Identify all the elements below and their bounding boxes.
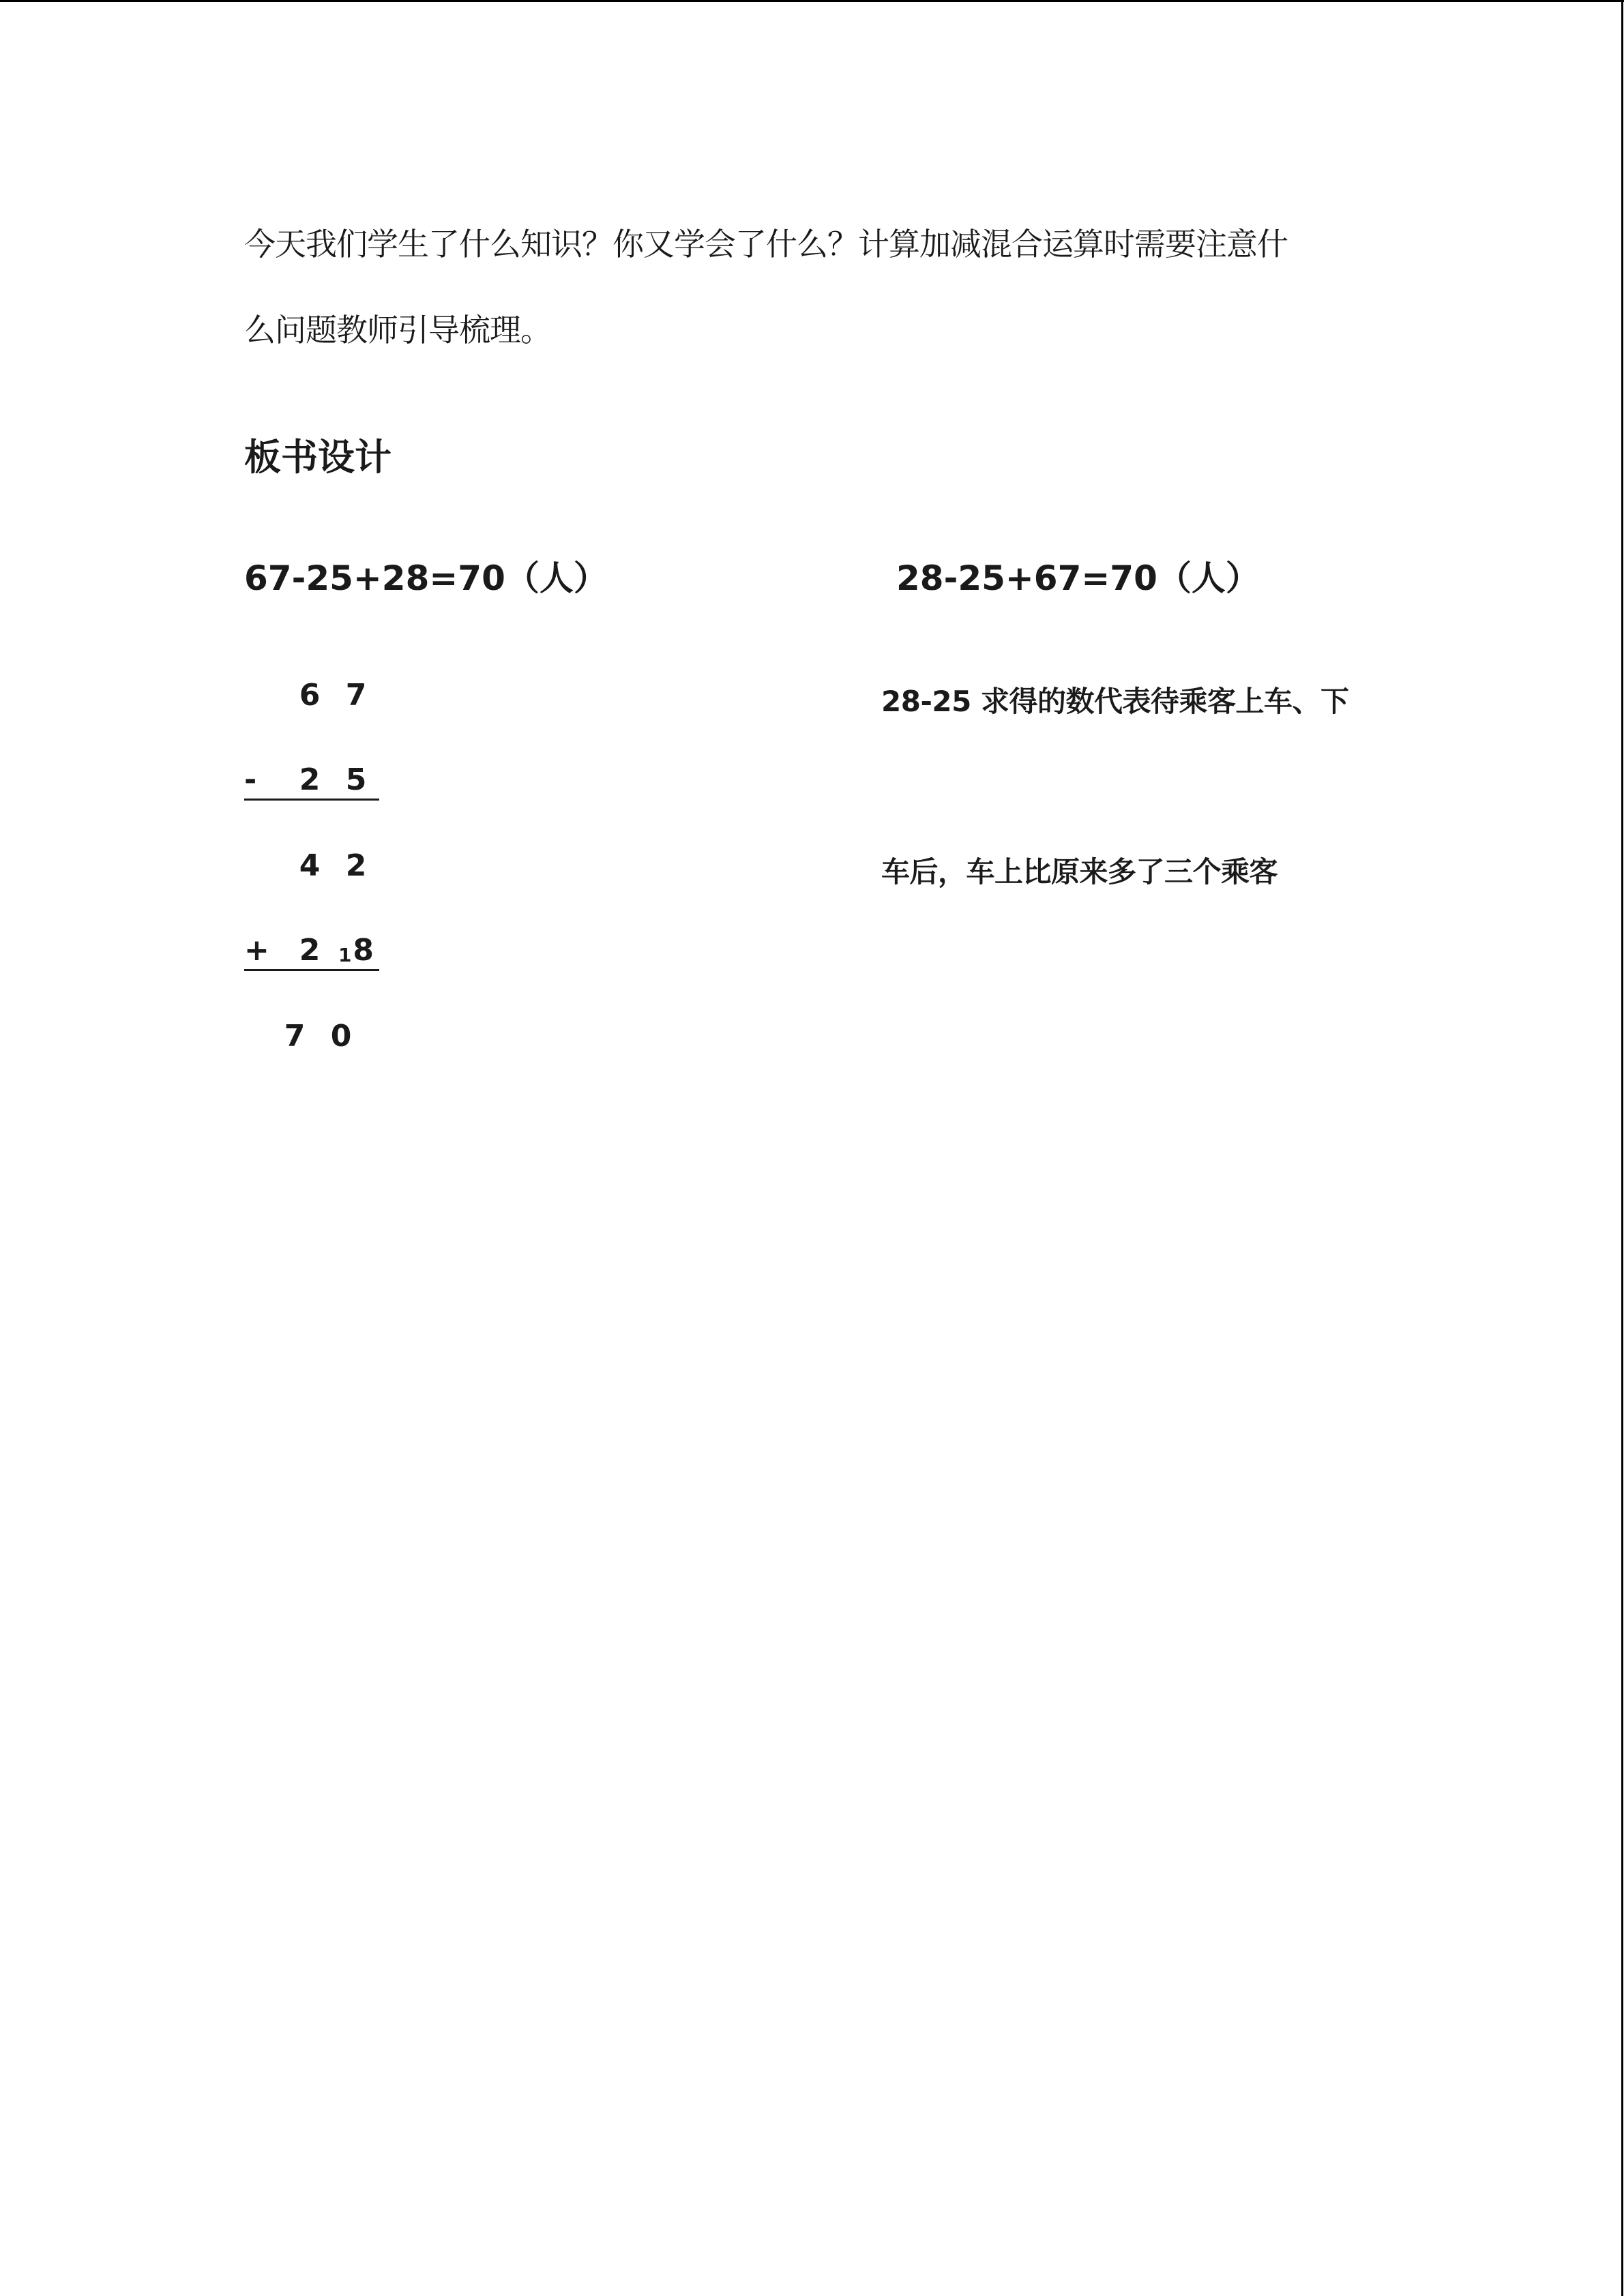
- calc-minus-sign: -: [244, 762, 257, 797]
- calc-plus-sign: +: [244, 933, 269, 968]
- calc-digit: 7: [345, 678, 367, 713]
- calc-digit: 2: [345, 848, 367, 883]
- calc-digit: 4: [299, 848, 321, 883]
- calc-row-1: [244, 678, 379, 713]
- paragraph-line-2: 么问题教师引导梳理。: [244, 312, 551, 348]
- calc-digit: 6: [299, 678, 321, 713]
- calc-row-4: [244, 933, 379, 971]
- paragraph-line-1: 今天我们学生了什么知识？你又学会了什么？计算加减混合运算时需要注意什: [244, 226, 1288, 263]
- calc-digit: 2: [299, 762, 321, 797]
- note-line-1: 28-25 求得的数代表待乘客上车、下: [881, 685, 1349, 718]
- calc-digit: 7: [284, 1019, 306, 1054]
- section-heading: 板书设计: [244, 436, 392, 479]
- calc-digit: 0: [330, 1019, 352, 1054]
- page-border-right: [1621, 0, 1623, 2296]
- calc-digit: 5: [345, 762, 367, 797]
- calc-row-5: [244, 1019, 364, 1054]
- equation-left: 67-25+28=70（人）: [244, 558, 608, 598]
- calc-carry-mark: 1: [338, 944, 352, 966]
- calc-row-3: [244, 848, 379, 883]
- calc-row-2: [244, 762, 379, 801]
- page-border-top: [0, 0, 1624, 2]
- note-line-2: 车后，车上比原来多了三个乘客: [881, 855, 1278, 889]
- calc-digit: 8: [353, 933, 374, 968]
- calc-digit: 2: [299, 933, 321, 968]
- equation-right: 28-25+67=70（人）: [896, 558, 1260, 598]
- calc-digit-with-carry: [333, 933, 379, 968]
